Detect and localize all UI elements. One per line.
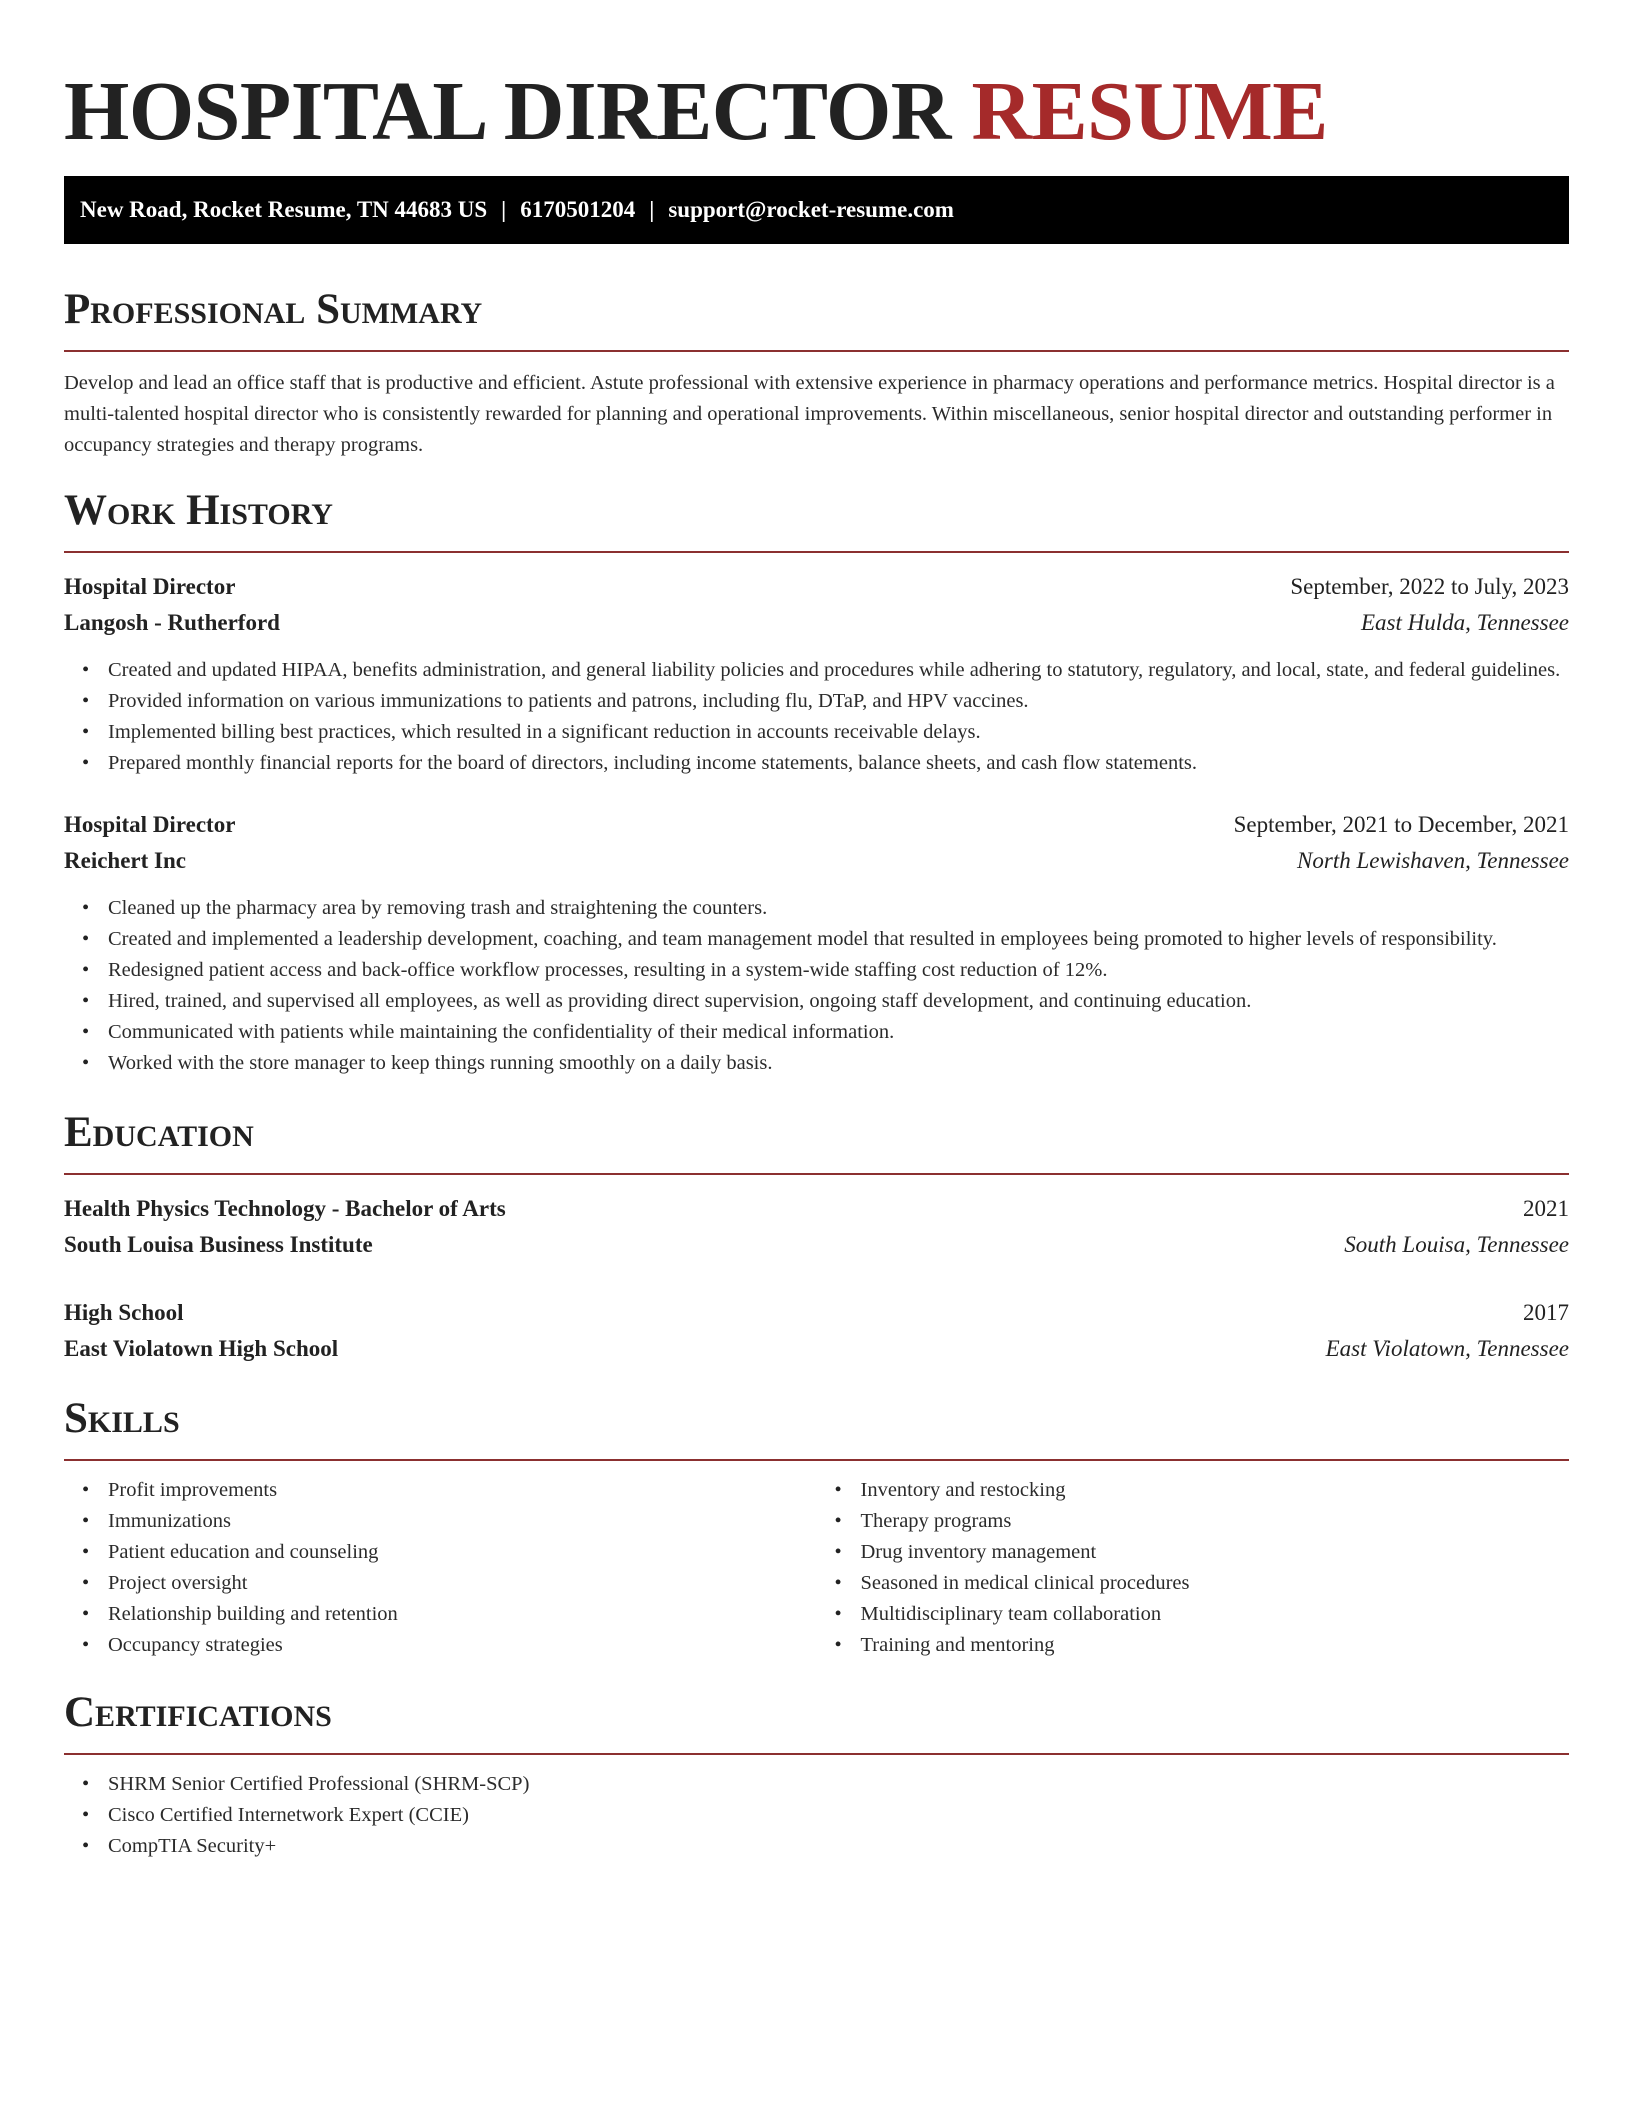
resume-title [64,56,1569,168]
job-subheader [64,605,1569,641]
summary-heading: Professional Summary [64,286,483,333]
skill-item: • Training and mentoring [861,1630,1570,1661]
education-year: 2021 [1523,1196,1569,1221]
certifications-heading: Certifications [64,1689,332,1736]
skill-item: • Multidisciplinary team collaboration [861,1599,1570,1630]
skill-item: • Therapy programs [861,1506,1570,1537]
contact-separator: | [501,197,507,222]
job-location: North Lewishaven, Tennessee [1297,848,1569,873]
section-divider [64,551,1569,553]
job-title: Hospital Director [64,812,236,837]
education-subheader [64,1227,1569,1263]
skill-item: • Drug inventory management [861,1537,1570,1568]
education-header [64,1191,1569,1227]
education-entry [64,1191,1569,1263]
job-company: Langosh - Rutherford [64,610,280,635]
education-degree: High School [64,1300,184,1325]
contact-bar [64,176,1569,244]
education-entry [64,1295,1569,1367]
certifications-section [64,1687,1569,1862]
job-location: East Hulda, Tennessee [1360,610,1569,635]
certification-item: • Cisco Certified Internetwork Expert (CCIE) [108,1800,1569,1831]
education-year: 2017 [1523,1300,1569,1325]
education-section [64,1107,1569,1367]
section-divider [64,1173,1569,1175]
contact-phone[interactable]: 6170501204 [520,197,636,222]
job-header [64,807,1569,843]
job-bullet: • Hired, trained, and supervised all employees, as well as providing direct supervision, ongoing staff development, and continuing education. [108,986,1569,1017]
summary-section [64,284,1569,461]
certification-item: • SHRM Senior Certified Professional (SHRM-SCP) [108,1769,1569,1800]
certifications-list [64,1769,1569,1862]
section-divider [64,1753,1569,1755]
education-location: South Louisa, Tennessee [1344,1232,1569,1257]
job-bullet: • Provided information on various immunizations to patients and patrons, including flu, DTaP, and HPV vaccines. [108,686,1569,717]
job-title: Hospital Director [64,574,236,599]
job-bullet: • Communicated with patients while maintaining the confidentiality of their medical information. [108,1017,1569,1048]
skills-grid [64,1475,1569,1661]
contact-address: New Road, Rocket Resume, TN 44683 US [80,197,488,222]
job-bullet: • Redesigned patient access and back-office workflow processes, resulting in a system-wide staffing cost reduction of 12%. [108,955,1569,986]
skill-item: • Seasoned in medical clinical procedures [861,1568,1570,1599]
skill-item: • Patient education and counseling [108,1537,817,1568]
job-bullet: • Created and implemented a leadership development, coaching, and team management model that resulted in employees being promoted to higher levels of responsibility. [108,924,1569,955]
job-bullet: • Cleaned up the pharmacy area by removing trash and straightening the counters. [108,893,1569,924]
job-dates: September, 2021 to December, 2021 [1233,812,1569,837]
work-history-section [64,485,1569,1079]
job-bullet: • Implemented billing best practices, which resulted in a significant reduction in accounts receivable delays. [108,717,1569,748]
skill-item: • Immunizations [108,1506,817,1537]
job-dates: September, 2022 to July, 2023 [1290,574,1569,599]
job-entry [64,807,1569,1079]
education-header [64,1295,1569,1331]
section-divider [64,350,1569,352]
job-subheader [64,843,1569,879]
skill-item: • Profit improvements [108,1475,817,1506]
skills-column-left [64,1475,817,1661]
education-subheader [64,1331,1569,1367]
skills-column-right [817,1475,1570,1661]
title-accent: RESUME [971,65,1328,158]
title-main: HOSPITAL DIRECTOR [64,65,951,158]
skills-heading: Skills [64,1395,180,1442]
skill-item: • Inventory and restocking [861,1475,1570,1506]
education-school: East Violatown High School [64,1336,339,1361]
job-bullet: • Worked with the store manager to keep things running smoothly on a daily basis. [108,1048,1569,1079]
job-bullets [64,655,1569,779]
skill-item: • Occupancy strategies [108,1630,817,1661]
education-degree: Health Physics Technology - Bachelor of Arts [64,1196,506,1221]
skill-item: • Relationship building and retention [108,1599,817,1630]
job-bullets [64,893,1569,1079]
education-school: South Louisa Business Institute [64,1232,373,1257]
education-location: East Violatown, Tennessee [1325,1336,1569,1361]
job-entry [64,569,1569,779]
section-divider [64,1459,1569,1461]
job-bullet: • Created and updated HIPAA, benefits administration, and general liability policies and procedures while adhering to statutory, regulatory, and local, state, and federal guidelines. [108,655,1569,686]
job-bullet: • Prepared monthly financial reports for the board of directors, including income statements, balance sheets, and cash flow statements. [108,748,1569,779]
skill-item: • Project oversight [108,1568,817,1599]
resume-page [64,0,1569,1862]
contact-email[interactable]: support@rocket-resume.com [668,197,954,222]
education-heading: Education [64,1109,254,1156]
job-company: Reichert Inc [64,848,186,873]
work-history-heading: Work History [64,487,333,534]
skills-section [64,1393,1569,1661]
job-header [64,569,1569,605]
certification-item: • CompTIA Security+ [108,1831,1569,1862]
summary-text: Develop and lead an office staff that is productive and efficient. Astute professional with extensive experience in pharmacy operations and performance metrics. Hospital director is a multi-talented hospital director who is consistently rewarded for planning and operational improvements. Within miscellaneous, senior hospital director and outstanding performer in occupancy strategies and therapy programs. [64,372,1555,456]
contact-separator: | [649,197,655,222]
